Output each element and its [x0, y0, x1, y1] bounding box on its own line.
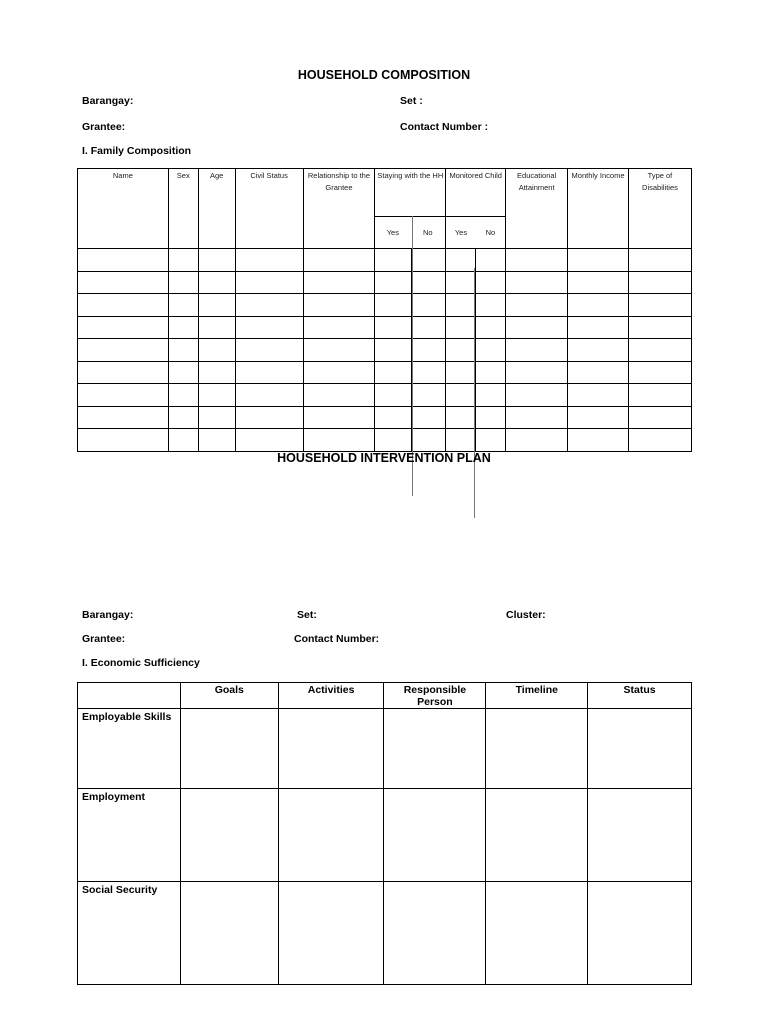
- table-cell[interactable]: [198, 361, 235, 384]
- table-cell[interactable]: [628, 249, 691, 272]
- table-cell[interactable]: [628, 384, 691, 407]
- table-cell[interactable]: [235, 429, 303, 452]
- table-cell[interactable]: [278, 882, 384, 985]
- table-cell[interactable]: [476, 339, 506, 362]
- col-relationship-header: Relationship to the Grantee: [303, 169, 375, 249]
- intervention-barangay-label: Barangay:: [82, 609, 134, 621]
- table-cell[interactable]: [446, 271, 476, 294]
- table-cell[interactable]: [198, 406, 235, 429]
- table-cell[interactable]: [506, 361, 568, 384]
- table-cell[interactable]: [235, 316, 303, 339]
- table-cell[interactable]: [588, 789, 692, 882]
- table-cell[interactable]: [384, 789, 486, 882]
- table-row: [78, 339, 692, 362]
- table-cell[interactable]: [412, 384, 446, 407]
- table-cell[interactable]: [476, 429, 506, 452]
- table-cell[interactable]: [476, 384, 506, 407]
- col-responsible-person-header: Responsible Person: [384, 683, 486, 709]
- intervention-corner-cell: [78, 683, 181, 709]
- table-row: [78, 361, 692, 384]
- table-cell[interactable]: [375, 384, 412, 407]
- table-cell[interactable]: [568, 384, 629, 407]
- col-disabilities-header: Type of Disabilities: [628, 169, 691, 249]
- table-cell[interactable]: [198, 271, 235, 294]
- table-cell[interactable]: [198, 249, 235, 272]
- col-sex-header: Sex: [168, 169, 198, 249]
- table-cell[interactable]: [506, 339, 568, 362]
- table-cell[interactable]: [446, 361, 476, 384]
- table-cell[interactable]: [375, 249, 412, 272]
- table-row: [78, 384, 692, 407]
- composition-contact-label: Contact Number :: [400, 121, 489, 133]
- table-cell[interactable]: [78, 339, 169, 362]
- table-cell[interactable]: [198, 294, 235, 317]
- table-cell[interactable]: [476, 361, 506, 384]
- intervention-contact-label: Contact Number:: [294, 633, 380, 645]
- table-cell[interactable]: [628, 294, 691, 317]
- table-row: [78, 249, 692, 272]
- table-cell[interactable]: [303, 429, 375, 452]
- composition-grantee-label: Grantee:: [82, 121, 126, 133]
- staying-yes-no: [375, 217, 446, 249]
- col-name-header: Name: [78, 169, 169, 249]
- table-row: [78, 406, 692, 429]
- col-goals-header: Goals: [180, 683, 278, 709]
- col-activities-header: Activities: [278, 683, 384, 709]
- intervention-cluster-label: Cluster:: [506, 609, 546, 621]
- col-civil-status-header: Civil Status: [235, 169, 303, 249]
- table-cell[interactable]: [568, 316, 629, 339]
- monitored-yes-no: [446, 217, 506, 249]
- intervention-row-social-security: [78, 882, 692, 985]
- table-cell[interactable]: [628, 406, 691, 429]
- table-cell[interactable]: [446, 406, 476, 429]
- table-cell[interactable]: [506, 271, 568, 294]
- stray-line-2: [474, 268, 475, 518]
- table-cell[interactable]: [506, 294, 568, 317]
- composition-barangay-label: Barangay:: [82, 95, 134, 107]
- table-cell[interactable]: [506, 406, 568, 429]
- table-cell[interactable]: [476, 249, 506, 272]
- table-cell[interactable]: [235, 294, 303, 317]
- table-cell[interactable]: [198, 339, 235, 362]
- table-cell[interactable]: [628, 316, 691, 339]
- table-cell[interactable]: [303, 361, 375, 384]
- table-cell[interactable]: [628, 271, 691, 294]
- table-cell[interactable]: [78, 406, 169, 429]
- table-cell[interactable]: [303, 294, 375, 317]
- table-cell[interactable]: [168, 384, 198, 407]
- col-income-header: Monthly Income: [568, 169, 629, 249]
- monitored-yes-label: Yes: [454, 228, 468, 237]
- row-label-employable-skills: Employable Skills: [78, 709, 181, 789]
- table-cell[interactable]: [235, 361, 303, 384]
- table-cell[interactable]: [476, 294, 506, 317]
- staying-no-label: No: [422, 228, 433, 237]
- table-cell[interactable]: [486, 882, 588, 985]
- table-cell[interactable]: [78, 249, 169, 272]
- col-monitored-header: Monitored Child: [446, 169, 506, 217]
- table-cell[interactable]: [412, 294, 446, 317]
- table-cell[interactable]: [628, 339, 691, 362]
- table-cell[interactable]: [198, 316, 235, 339]
- table-row: [78, 271, 692, 294]
- col-staying-header: Staying with the HH: [375, 169, 446, 217]
- table-cell[interactable]: [375, 294, 412, 317]
- table-cell[interactable]: [568, 429, 629, 452]
- table-cell[interactable]: [476, 406, 506, 429]
- table-cell[interactable]: [568, 294, 629, 317]
- table-cell[interactable]: [568, 249, 629, 272]
- table-cell[interactable]: [198, 429, 235, 452]
- table-cell[interactable]: [168, 339, 198, 362]
- table-cell[interactable]: [168, 271, 198, 294]
- table-cell[interactable]: [588, 882, 692, 985]
- table-cell[interactable]: [78, 429, 169, 452]
- intervention-row-employment: [78, 789, 692, 882]
- table-cell[interactable]: [303, 406, 375, 429]
- col-status-header: Status: [588, 683, 692, 709]
- table-cell[interactable]: [446, 429, 476, 452]
- economic-sufficiency-table: [77, 682, 692, 985]
- intervention-title: HOUSEHOLD INTERVENTION PLAN: [277, 451, 491, 465]
- table-cell[interactable]: [235, 339, 303, 362]
- table-cell[interactable]: [168, 429, 198, 452]
- table-cell[interactable]: [412, 339, 446, 362]
- table-cell[interactable]: [235, 271, 303, 294]
- table-cell[interactable]: [375, 429, 412, 452]
- family-composition-body: [78, 249, 692, 452]
- table-cell[interactable]: [78, 384, 169, 407]
- table-cell[interactable]: [476, 316, 506, 339]
- col-age-header: Age: [198, 169, 235, 249]
- table-cell[interactable]: [412, 271, 446, 294]
- table-cell[interactable]: [303, 271, 375, 294]
- table-cell[interactable]: [412, 361, 446, 384]
- col-education-header: Educational Attainment: [506, 169, 568, 249]
- table-cell[interactable]: [446, 316, 476, 339]
- table-cell[interactable]: [168, 406, 198, 429]
- table-cell[interactable]: [375, 339, 412, 362]
- table-cell[interactable]: [486, 789, 588, 882]
- table-cell[interactable]: [628, 429, 691, 452]
- table-row: [78, 316, 692, 339]
- table-cell[interactable]: [198, 384, 235, 407]
- table-cell[interactable]: [384, 882, 486, 985]
- table-cell[interactable]: [506, 316, 568, 339]
- intervention-set-label: Set:: [297, 609, 317, 621]
- table-cell[interactable]: [375, 316, 412, 339]
- table-cell[interactable]: [446, 249, 476, 272]
- table-cell[interactable]: [506, 249, 568, 272]
- table-cell[interactable]: [78, 316, 169, 339]
- table-cell[interactable]: [375, 406, 412, 429]
- economic-sufficiency-section-label: I. Economic Sufficiency: [82, 657, 200, 669]
- family-composition-table: [77, 168, 692, 452]
- table-cell[interactable]: [180, 789, 278, 882]
- staying-yes-label: Yes: [386, 228, 399, 237]
- table-cell[interactable]: [412, 406, 446, 429]
- table-cell[interactable]: [235, 384, 303, 407]
- table-cell[interactable]: [375, 361, 412, 384]
- row-label-employment: Employment: [78, 789, 181, 882]
- table-cell[interactable]: [180, 882, 278, 985]
- table-cell[interactable]: [412, 316, 446, 339]
- table-cell[interactable]: [375, 271, 412, 294]
- intervention-grantee-label: Grantee:: [82, 633, 126, 645]
- table-cell[interactable]: [568, 361, 629, 384]
- table-cell[interactable]: [278, 789, 384, 882]
- table-cell[interactable]: [568, 271, 629, 294]
- table-cell[interactable]: [278, 709, 384, 789]
- row-label-social-security: Social Security: [78, 882, 181, 985]
- table-cell[interactable]: [78, 271, 169, 294]
- table-cell[interactable]: [476, 271, 506, 294]
- table-cell[interactable]: [412, 249, 446, 272]
- table-cell[interactable]: [235, 406, 303, 429]
- table-cell[interactable]: [446, 294, 476, 317]
- table-cell[interactable]: [486, 709, 588, 789]
- table-cell[interactable]: [78, 294, 169, 317]
- composition-title: HOUSEHOLD COMPOSITION: [297, 68, 471, 82]
- table-cell[interactable]: [384, 709, 486, 789]
- family-composition-section-label: I. Family Composition: [82, 145, 192, 157]
- table-row: [78, 294, 692, 317]
- table-cell[interactable]: [446, 339, 476, 362]
- table-cell[interactable]: [303, 384, 375, 407]
- table-cell[interactable]: [78, 361, 169, 384]
- table-cell[interactable]: [506, 384, 568, 407]
- table-cell[interactable]: [168, 361, 198, 384]
- table-cell[interactable]: [588, 709, 692, 789]
- table-cell[interactable]: [168, 316, 198, 339]
- family-composition-header-row: [78, 169, 692, 217]
- table-cell[interactable]: [568, 339, 629, 362]
- table-row: [78, 429, 692, 452]
- table-cell[interactable]: [446, 384, 476, 407]
- table-cell[interactable]: [168, 294, 198, 317]
- composition-set-label: Set :: [400, 95, 423, 107]
- table-cell[interactable]: [303, 339, 375, 362]
- monitored-no-label: No: [485, 228, 496, 237]
- intervention-header-row: [78, 683, 692, 709]
- table-cell[interactable]: [303, 249, 375, 272]
- col-timeline-header: Timeline: [486, 683, 588, 709]
- intervention-row-employable-skills: [78, 709, 692, 789]
- table-cell[interactable]: [168, 249, 198, 272]
- table-cell[interactable]: [303, 316, 375, 339]
- table-cell[interactable]: [506, 429, 568, 452]
- table-cell[interactable]: [412, 429, 446, 452]
- table-cell[interactable]: [235, 249, 303, 272]
- table-cell[interactable]: [568, 406, 629, 429]
- table-cell[interactable]: [628, 361, 691, 384]
- table-cell[interactable]: [180, 709, 278, 789]
